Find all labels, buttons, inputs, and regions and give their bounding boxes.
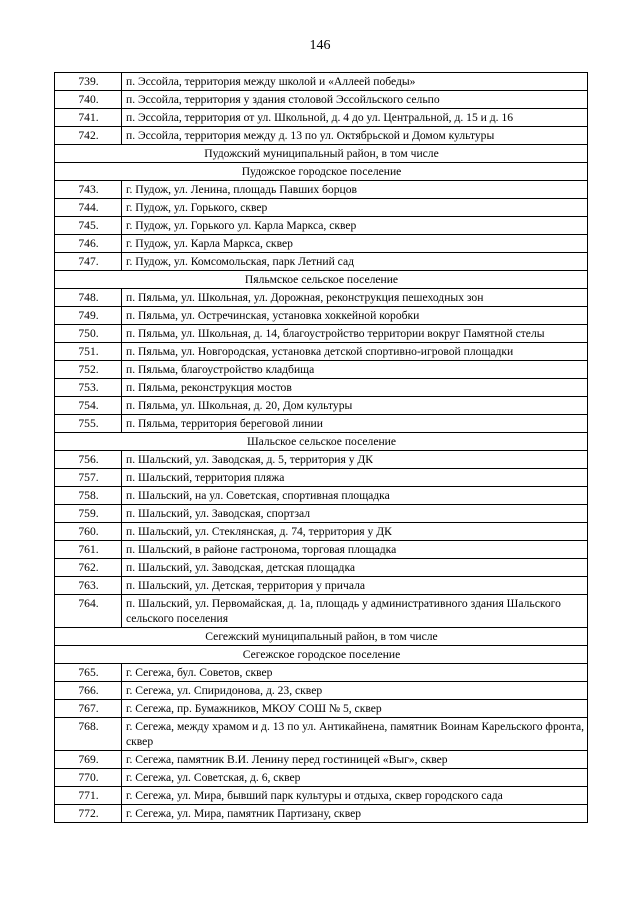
row-number: 744. <box>55 199 122 217</box>
location-description: п. Шальский, ул. Первомайская, д. 1а, площадь у административного здания Шальского сельского поселения <box>122 595 588 628</box>
row-number: 759. <box>55 505 122 523</box>
table-row <box>55 718 588 751</box>
table-row <box>55 700 588 718</box>
location-description: г. Пудож, ул. Горького, сквер <box>122 199 588 217</box>
table-row <box>55 127 588 145</box>
row-number: 771. <box>55 787 122 805</box>
table-row <box>55 379 588 397</box>
row-number: 751. <box>55 343 122 361</box>
location-description: п. Пяльма, ул. Школьная, д. 20, Дом культуры <box>122 397 588 415</box>
row-number: 743. <box>55 181 122 199</box>
row-number: 741. <box>55 109 122 127</box>
row-number: 770. <box>55 769 122 787</box>
table-row <box>55 73 588 91</box>
row-number: 763. <box>55 577 122 595</box>
row-number: 768. <box>55 718 122 751</box>
location-description: п. Эссойла, территория между д. 13 по ул. Октябрьской и Домом культуры <box>122 127 588 145</box>
section-header: Пяльмское сельское поселение <box>55 271 588 289</box>
section-header: Шальское сельское поселение <box>55 433 588 451</box>
location-description: п. Пяльма, ул. Новгородская, установка детской спортивно-игровой площадки <box>122 343 588 361</box>
row-number: 765. <box>55 664 122 682</box>
table-row <box>55 235 588 253</box>
location-description: г. Сегежа, пр. Бумажников, МКОУ СОШ № 5, сквер <box>122 700 588 718</box>
table-row <box>55 595 588 628</box>
table-row <box>55 307 588 325</box>
table-row <box>55 469 588 487</box>
row-number: 758. <box>55 487 122 505</box>
row-number: 754. <box>55 397 122 415</box>
row-number: 772. <box>55 805 122 823</box>
location-description: г. Пудож, ул. Карла Маркса, сквер <box>122 235 588 253</box>
table-row <box>55 577 588 595</box>
table-row <box>55 253 588 271</box>
row-number: 745. <box>55 217 122 235</box>
table-row <box>55 217 588 235</box>
table-row <box>55 559 588 577</box>
table-row <box>55 769 588 787</box>
table-row <box>55 397 588 415</box>
section-header-row <box>55 271 588 289</box>
location-description: г. Пудож, ул. Ленина, площадь Павших борцов <box>122 181 588 199</box>
row-number: 755. <box>55 415 122 433</box>
row-number: 748. <box>55 289 122 307</box>
location-description: г. Пудож, ул. Комсомольская, парк Летний сад <box>122 253 588 271</box>
location-description: п. Шальский, ул. Стеклянская, д. 74, территория у ДК <box>122 523 588 541</box>
table-row <box>55 541 588 559</box>
location-description: г. Сегежа, ул. Мира, памятник Партизану, сквер <box>122 805 588 823</box>
location-description: п. Шальский, ул. Заводская, д. 5, территория у ДК <box>122 451 588 469</box>
table-row <box>55 91 588 109</box>
table-row <box>55 415 588 433</box>
location-description: г. Сегежа, между храмом и д. 13 по ул. Антикайнена, памятник Воинам Карельского фронта, сквер <box>122 718 588 751</box>
table-row <box>55 487 588 505</box>
location-description: п. Пяльма, реконструкция мостов <box>122 379 588 397</box>
section-header-row <box>55 628 588 646</box>
row-number: 752. <box>55 361 122 379</box>
section-header: Сегежское городское поселение <box>55 646 588 664</box>
location-description: п. Эссойла, территория между школой и «Аллеей победы» <box>122 73 588 91</box>
row-number: 760. <box>55 523 122 541</box>
location-description: п. Пяльма, ул. Школьная, ул. Дорожная, реконструкция пешеходных зон <box>122 289 588 307</box>
row-number: 747. <box>55 253 122 271</box>
section-header-row <box>55 646 588 664</box>
table-row <box>55 325 588 343</box>
row-number: 769. <box>55 751 122 769</box>
location-description: г. Пудож, ул. Горького ул. Карла Маркса, сквер <box>122 217 588 235</box>
row-number: 749. <box>55 307 122 325</box>
location-description: п. Пяльма, территория береговой линии <box>122 415 588 433</box>
section-header-row <box>55 433 588 451</box>
location-description: г. Сегежа, ул. Спиридонова, д. 23, сквер <box>122 682 588 700</box>
table-row <box>55 805 588 823</box>
table-row <box>55 523 588 541</box>
location-description: г. Сегежа, бул. Советов, сквер <box>122 664 588 682</box>
table-row <box>55 343 588 361</box>
section-header: Пудожский муниципальный район, в том числе <box>55 145 588 163</box>
table-row <box>55 451 588 469</box>
table-row <box>55 787 588 805</box>
row-number: 746. <box>55 235 122 253</box>
row-number: 757. <box>55 469 122 487</box>
location-description: п. Шальский, ул. Заводская, спортзал <box>122 505 588 523</box>
section-header: Сегежский муниципальный район, в том числе <box>55 628 588 646</box>
location-description: п. Пяльма, ул. Школьная, д. 14, благоустройство территории вокруг Памятной стелы <box>122 325 588 343</box>
row-number: 766. <box>55 682 122 700</box>
row-number: 762. <box>55 559 122 577</box>
row-number: 742. <box>55 127 122 145</box>
row-number: 740. <box>55 91 122 109</box>
location-description: г. Сегежа, памятник В.И. Ленину перед гостиницей «Выг», сквер <box>122 751 588 769</box>
table-row <box>55 751 588 769</box>
table-row <box>55 289 588 307</box>
location-description: п. Шальский, в районе гастронома, торговая площадка <box>122 541 588 559</box>
row-number: 761. <box>55 541 122 559</box>
row-number: 753. <box>55 379 122 397</box>
section-header-row <box>55 145 588 163</box>
location-description: п. Шальский, на ул. Советская, спортивная площадка <box>122 487 588 505</box>
section-header-row <box>55 163 588 181</box>
table-row <box>55 181 588 199</box>
location-description: п. Шальский, ул. Детская, территория у причала <box>122 577 588 595</box>
location-description: п. Эссойла, территория от ул. Школьной, д. 4 до ул. Центральной, д. 15 и д. 16 <box>122 109 588 127</box>
row-number: 739. <box>55 73 122 91</box>
location-description: п. Шальский, территория пляжа <box>122 469 588 487</box>
location-description: п. Эссойла, территория у здания столовой Эссойльского сельпо <box>122 91 588 109</box>
location-description: п. Пяльма, ул. Остречинская, установка хоккейной коробки <box>122 307 588 325</box>
table-row <box>55 505 588 523</box>
row-number: 750. <box>55 325 122 343</box>
locations-table-body <box>55 73 588 823</box>
table-row <box>55 664 588 682</box>
row-number: 764. <box>55 595 122 628</box>
table-row <box>55 682 588 700</box>
section-header: Пудожское городское поселение <box>55 163 588 181</box>
row-number: 767. <box>55 700 122 718</box>
location-description: г. Сегежа, ул. Советская, д. 6, сквер <box>122 769 588 787</box>
table-row <box>55 199 588 217</box>
location-description: п. Пяльма, благоустройство кладбища <box>122 361 588 379</box>
location-description: п. Шальский, ул. Заводская, детская площадка <box>122 559 588 577</box>
location-description: г. Сегежа, ул. Мира, бывший парк культуры и отдыха, сквер городского сада <box>122 787 588 805</box>
row-number: 756. <box>55 451 122 469</box>
locations-table <box>54 72 588 823</box>
page-number: 146 <box>309 38 331 53</box>
table-row <box>55 361 588 379</box>
table-row <box>55 109 588 127</box>
